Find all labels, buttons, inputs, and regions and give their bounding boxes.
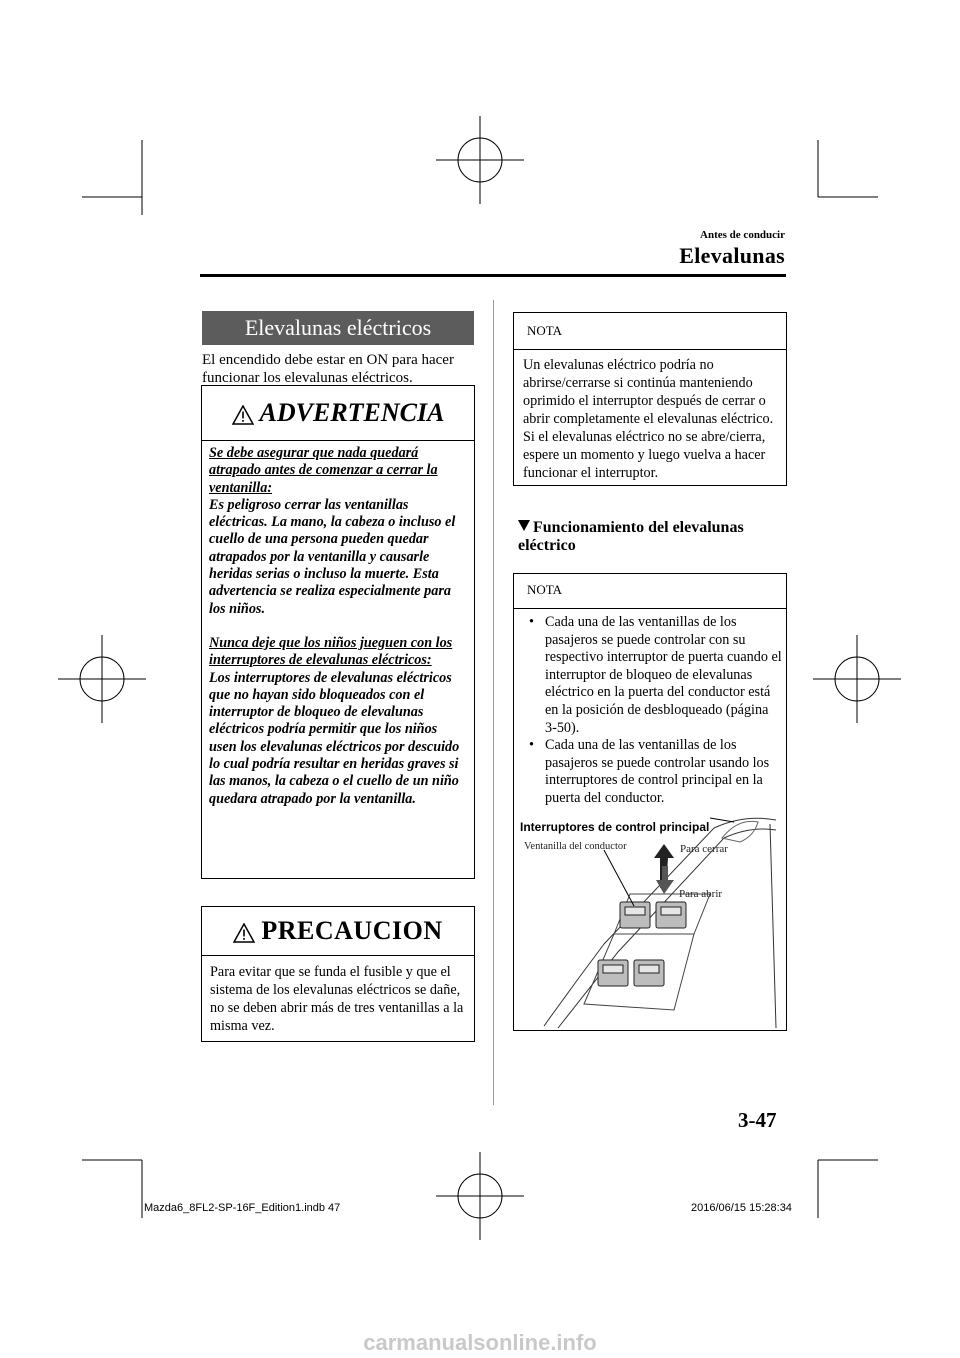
warning-divider [202,440,474,441]
intro-text: El encendido debe estar en ON para hacer funcionar los elevalunas eléctricos. [202,352,454,386]
switch-panel-figure [514,814,786,1030]
note-divider-2 [514,608,786,609]
note-bullet-list [527,614,782,808]
header-section-label: Antes de conducir [700,229,785,241]
warning-triangle-icon [232,405,254,430]
page-number: 3-47 [738,1108,777,1132]
list-item [527,737,782,807]
warning-header [202,386,474,440]
subheading [518,519,788,555]
header-title: Elevalunas [679,243,785,268]
figure-label-main-switches: Interruptores de control principal [520,820,710,834]
warning-text-2: Los interruptores de elevalunas eléctricos que no hayan sido bloqueados con el interruptor de bloqueo de elevalunas eléctricos podría permitir que los niños usen los elevalunas eléctricos por descuido lo cual podría resultar en heridas graves si las manos, la cabeza o el cuello de un niño quedara atrapado por la ventanilla. [209,669,460,807]
warning-body [209,445,468,808]
footer-file-name: Mazda6_8FL2-SP-16F_Edition1.indb 47 [144,1202,341,1214]
triangle-down-icon [518,520,530,531]
section-banner: Elevalunas eléctricos [202,311,474,345]
warning-heading-2: Nunca deje que los niños jueguen con los interruptores de elevalunas eléctricos: [209,634,453,669]
note-box-1 [513,312,787,486]
warning-heading-1: Se debe asegurar que nada quedará atrapado antes de comenzar a cerrar la ventanilla: [209,445,438,496]
figure-label-driver-window: Ventanilla del conductor [524,841,627,852]
list-item [527,614,782,737]
warning-text-1: Es peligroso cerrar las ventanillas eléctricas. La mano, la cabeza o incluso el cuello de una persona pueden quedar atrapados por la ventanilla y causarle heridas serias o incluso la muerte. Esta advertencia se realiza especialmente para los niños. [209,496,456,617]
note-box-2 [513,573,787,1031]
warning-box [201,385,475,879]
bullet-text-2: Cada una de las ventanillas de los pasajeros se puede controlar usando los interruptores de control principal en la puerta del conductor. [545,737,770,806]
footer-timestamp: 2016/06/15 15:28:34 [691,1202,792,1214]
figure-label-open: Para abrir [679,888,723,900]
caution-header [202,907,474,955]
watermark: carmanualsonline.info [363,1330,597,1355]
warning-title: ADVERTENCIA [259,398,445,427]
caution-title: PRECAUCION [261,916,443,945]
caution-text: Para evitar que se funda el fusible y que el sistema de los elevalunas eléctricos se dañe, no se deben abrir más de tres ventanillas a la misma vez. [210,964,464,1034]
caution-box [201,906,475,1042]
note-label-1: NOTA [527,323,563,338]
subheading-text: Funcionamiento del elevalunas eléctrico [518,519,744,554]
bullet-dot-icon: • [529,737,534,754]
note-text-1: Un elevalunas eléctrico podría no abrirse/cerrarse si continúa manteniendo oprimido el interruptor después de cerrar o abrir completamente el elevalunas eléctrico. Si el elevalunas eléctrico no se abre/cierra, espere un momento y luego vuelva a hacer funcionar el interruptor. [523,357,774,481]
bullet-text-1: Cada una de las ventanillas de los pasajeros se puede controlar con su respectivo interruptor de puerta cuando el interruptor de bloqueo de elevalunas eléctrico en la puerta del conductor está en la posición de desbloqueado (página 3-50). [545,614,782,736]
header-rule [200,274,786,277]
caution-divider [202,955,474,956]
note-label-2: NOTA [527,582,563,597]
caution-triangle-icon [233,923,255,948]
figure-label-close: Para cerrar [680,843,728,855]
bullet-dot-icon: • [529,614,534,630]
column-divider [493,300,494,1105]
note-divider-1 [514,349,786,350]
